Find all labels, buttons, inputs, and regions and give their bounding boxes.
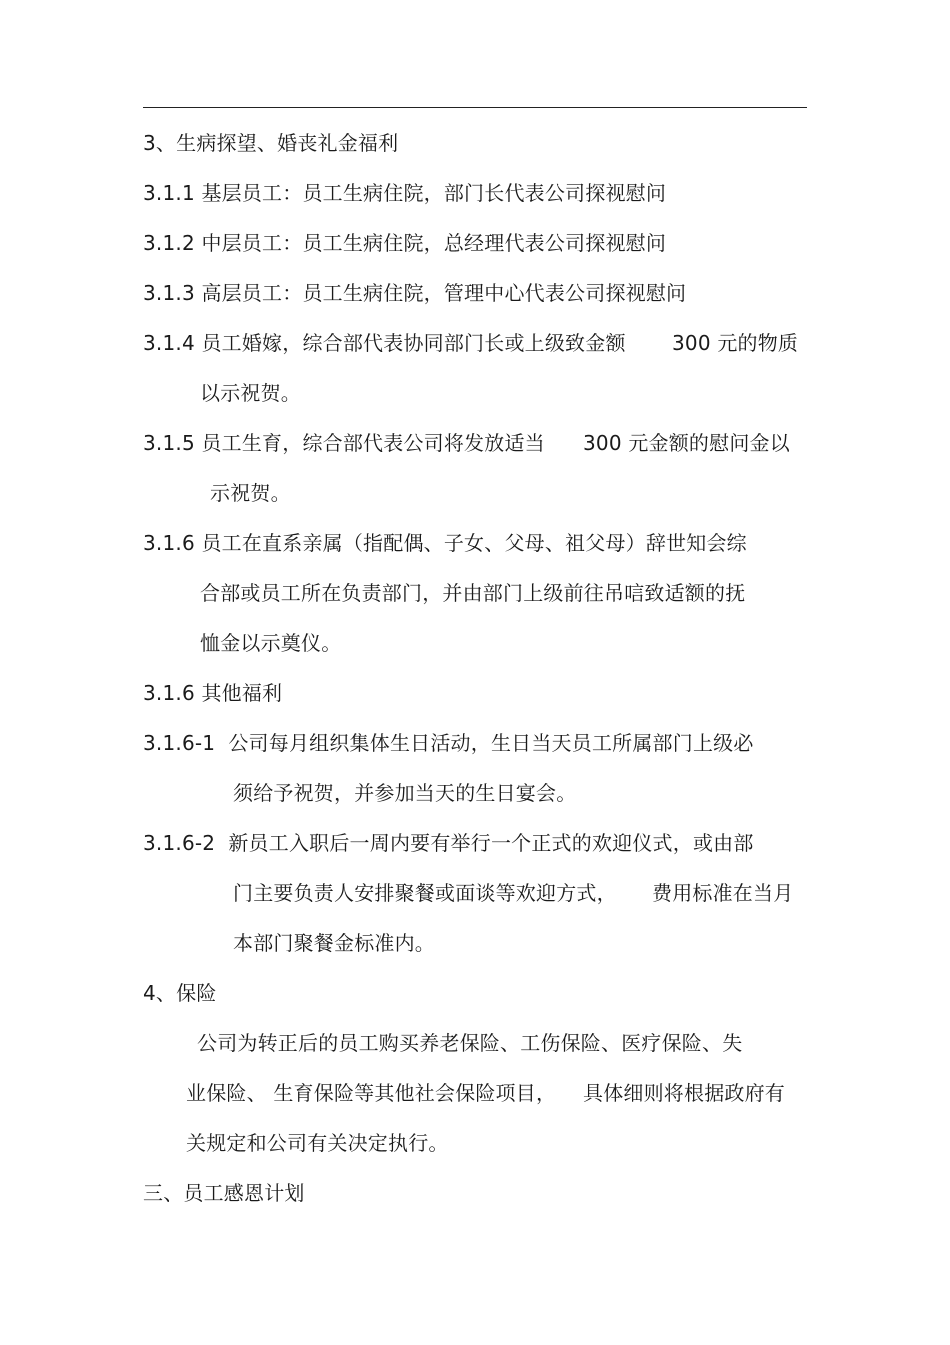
item-3-1-6-2-line2-tail: 费用标准在当月 — [652, 881, 794, 905]
insurance-para-line1: 公司为转正后的员工购买养老保险、工伤保险、医疗保险、失 — [197, 1031, 743, 1055]
item-3-1-6-1-line1: 3.1.6-1 公司每月组织集体生日活动，生日当天员工所属部门上级必 — [143, 731, 754, 755]
item-3-1-6-1-line2: 须给予祝贺，并参加当天的生日宴会。 — [233, 781, 577, 805]
insurance-para-line3: 关规定和公司有关决定执行。 — [186, 1131, 449, 1155]
item-3-1-4-line1-amount: 300 元的物质 — [672, 331, 799, 355]
insurance-para-line2: 业保险、 生育保险等其他社会保险项目， — [186, 1081, 557, 1105]
item-3-1-5-line2: 示祝贺。 — [210, 481, 291, 505]
item-3-1-6-line2: 合部或员工所在负责部门，并由部门上级前往吊唁致适额的抚 — [200, 581, 746, 605]
section-heading-4: 4、保险 — [143, 981, 217, 1005]
item-3-1-1: 3.1.1 基层员工：员工生病住院，部门长代表公司探视慰问 — [143, 181, 667, 205]
item-3-1-6-2-line1: 3.1.6-2 新员工入职后一周内要有举行一个正式的欢迎仪式，或由部 — [143, 831, 754, 855]
item-3-1-4-line2: 以示祝贺。 — [200, 381, 301, 405]
insurance-para-line2-tail: 具体细则将根据政府有 — [583, 1081, 785, 1105]
item-3-1-6-2-line2: 门主要负责人安排聚餐或面谈等欢迎方式， — [233, 881, 617, 905]
section-heading-three: 三、员工感恩计划 — [143, 1181, 305, 1205]
item-3-1-4-line1: 3.1.4 员工婚嫁，综合部代表协同部门长或上级致金额 — [143, 331, 626, 355]
item-3-1-6-other: 3.1.6 其他福利 — [143, 681, 283, 705]
item-3-1-5-line1-amount: 300 元金额的慰问金以 — [583, 431, 790, 455]
header-rule — [143, 107, 807, 108]
item-3-1-6-2-line3: 本部门聚餐金标准内。 — [233, 931, 435, 955]
section-heading-3: 3、生病探望、婚丧礼金福利 — [143, 131, 399, 155]
item-3-1-6-line3: 恤金以示奠仪。 — [200, 631, 342, 655]
item-3-1-5-line1: 3.1.5 员工生育，综合部代表公司将发放适当 — [143, 431, 545, 455]
item-3-1-6-line1: 3.1.6 员工在直系亲属（指配偶、子女、父母、祖父母）辞世知会综 — [143, 531, 747, 555]
item-3-1-2: 3.1.2 中层员工：员工生病住院，总经理代表公司探视慰问 — [143, 231, 667, 255]
item-3-1-3: 3.1.3 高层员工：员工生病住院，管理中心代表公司探视慰问 — [143, 281, 687, 305]
